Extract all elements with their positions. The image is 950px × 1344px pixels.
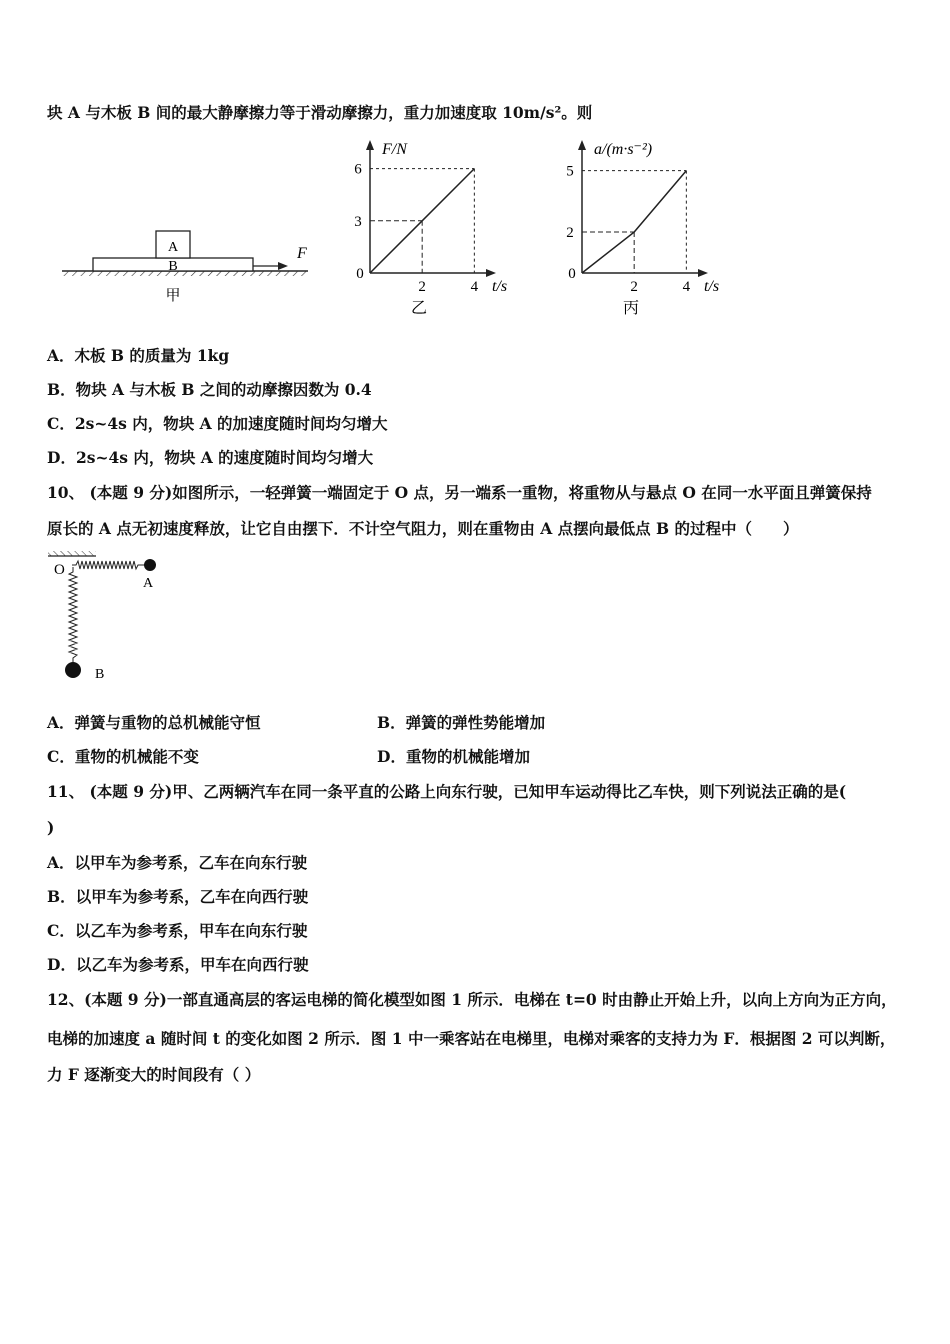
force-arrowhead — [278, 262, 288, 270]
ceiling-hatch — [48, 551, 96, 556]
q10-option-c: C．重物的机械能不变 — [47, 747, 199, 766]
weight-at-a — [144, 559, 156, 571]
caption-bing: 丙 — [622, 300, 640, 317]
point-a-label: A — [143, 576, 154, 591]
q9-option-b: B．物块 A 与木板 B 之间的动摩擦因数为 0.4 — [47, 380, 372, 399]
q12-stem-line1: 12、(本题 9 分)一部直通高层的客运电梯的简化模型如图 1 所示．电梯在 t=0 时由静止开始上升，以向上方向为正方向， — [47, 990, 897, 1009]
force-label: F — [297, 245, 307, 262]
q12-stem-line3: 力 F 逐渐变大的时间段有（ ） — [47, 1065, 261, 1084]
bing-origin: 0 — [568, 266, 576, 282]
block-a-label: A — [167, 240, 179, 255]
bing-y-arrowhead — [578, 140, 586, 150]
spring-vertical — [69, 567, 77, 663]
q11-stem-line1: 11、 (本题 9 分)甲、乙两辆汽车在同一条平直的公路上向东行驶，已知甲车运动得比乙车快，则下列说法正确的是( — [47, 782, 847, 801]
bing-xlabel: t/s — [704, 278, 720, 295]
q9-intro: 块 A 与木板 B 间的最大静摩擦力等于滑动摩擦力，重力加速度取 10m/s²。则 — [47, 103, 593, 122]
q12-stem-line2: 电梯的加速度 a 随时间 t 的变化如图 2 所示．图 1 中一乘客站在电梯里，电梯对乘客的支持力为 F．根据图 2 可以判断， — [47, 1029, 896, 1048]
yi-y-arrowhead — [366, 140, 374, 150]
q10-stem-line2: 原长的 A 点无初速度释放，让它自由摆下．不计空气阻力，则在重物由 A 点摆向最低点 B 的过程中（ ） — [47, 519, 799, 538]
q11-option-d: D．以乙车为参考系，甲车在向西行驶 — [47, 955, 309, 974]
point-b-label: B — [95, 667, 105, 682]
yi-origin: 0 — [356, 266, 364, 282]
q9-option-a: A．木板 B 的质量为 1kg — [47, 346, 230, 365]
pivot-o-label: O — [54, 562, 65, 578]
q11-option-b: B．以甲车为参考系，乙车在向西行驶 — [47, 887, 309, 906]
yi-ytick-label: 6 — [354, 161, 362, 178]
bing-ytick-label: 2 — [566, 225, 574, 242]
figure-jia — [58, 222, 328, 312]
q10-option-b: B．弹簧的弹性势能增加 — [377, 713, 546, 732]
q10-option-a: A．弹簧与重物的总机械能守恒 — [47, 713, 261, 732]
yi-x-arrowhead — [486, 269, 496, 277]
q11-option-c: C．以乙车为参考系，甲车在向东行驶 — [47, 921, 308, 940]
bing-x-arrowhead — [698, 269, 708, 277]
board-b-label: B — [168, 259, 178, 274]
figure-bing — [552, 136, 742, 320]
yi-ytick-label: 3 — [354, 213, 362, 230]
caption-jia: 甲 — [165, 288, 181, 304]
q10-option-d: D．重物的机械能增加 — [377, 747, 530, 766]
q9-option-c: C．2s~4s 内，物块 A 的加速度随时间均匀增大 — [47, 414, 388, 433]
q9-option-d: D．2s~4s 内，物块 A 的速度随时间均匀增大 — [47, 448, 374, 467]
caption-yi: 乙 — [410, 300, 428, 317]
figure-spring-pendulum — [40, 545, 180, 690]
q11-option-a: A．以甲车为参考系，乙车在向东行驶 — [47, 853, 308, 872]
q11-stem-line2: ) — [47, 818, 55, 837]
yi-xlabel: t/s — [492, 278, 508, 295]
q10-stem-line1: 10、 (本题 9 分)如图所示，一轻弹簧一端固定于 O 点，另一端系一重物，将重物从与悬点 O 在同一水平面且弹簧保持 — [47, 483, 872, 502]
bing-xtick-label: 4 — [682, 279, 691, 295]
figure-yi — [340, 136, 530, 320]
yi-xtick-label: 4 — [470, 279, 479, 295]
bing-ylabel: a/(m·s⁻²) — [594, 141, 653, 158]
spring-horizontal — [72, 561, 148, 569]
bing-ytick-label: 5 — [566, 163, 574, 180]
yi-xtick-label: 2 — [418, 279, 426, 295]
weight-at-b — [65, 662, 81, 678]
yi-ylabel: F/N — [382, 141, 407, 158]
ground-hatch — [62, 271, 308, 276]
bing-xtick-label: 2 — [630, 279, 638, 295]
